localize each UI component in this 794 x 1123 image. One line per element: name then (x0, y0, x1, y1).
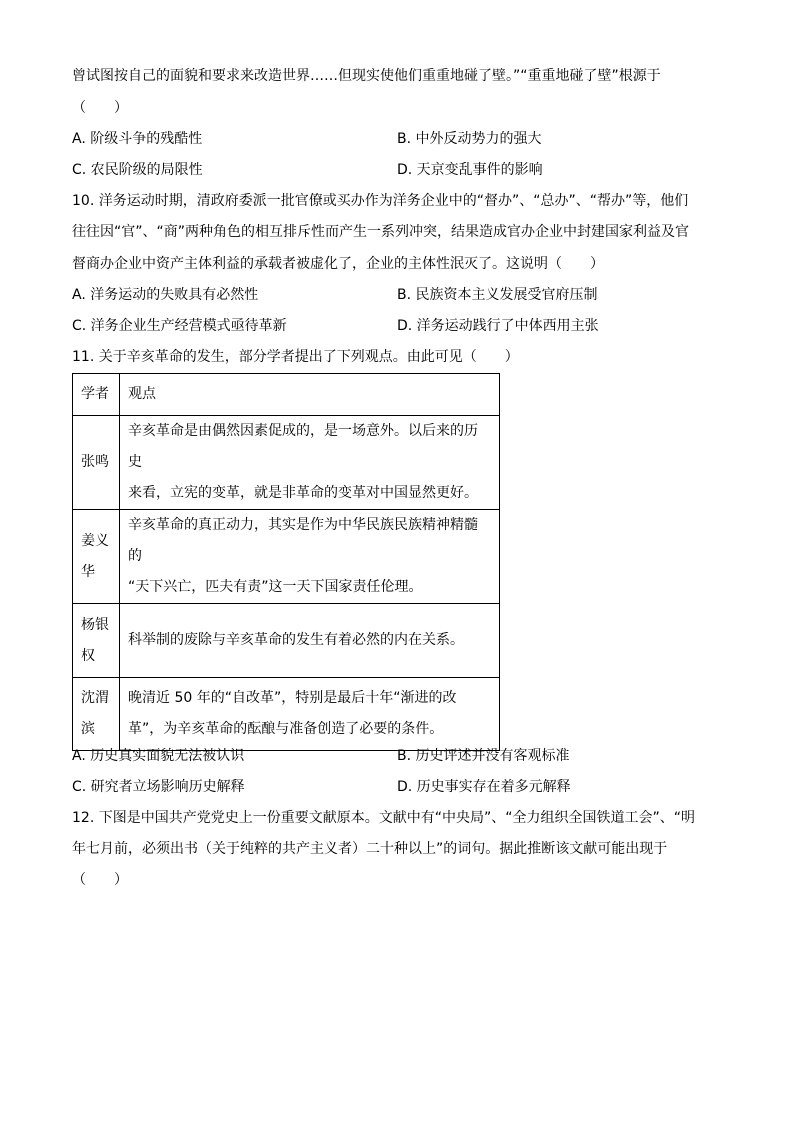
q9-option-b: B. 中外反动势力的强大 (397, 131, 542, 147)
scholar-view (120, 604, 500, 678)
q10-stem-line2: 往往因“官”、“商”两种角色的相互排斥性而产生一系列冲突，结果造成官办企业中封建国家利益及官 (72, 224, 690, 240)
q11-option-c: C. 研究者立场影响历史解释 (72, 779, 245, 795)
q10-option-c: C. 洋务企业生产经营模式亟待革新 (72, 318, 287, 334)
table-header-row (73, 374, 500, 416)
view-line: 科举制的废除与辛亥革命的发生有着必然的内在关系。 (128, 632, 464, 648)
q12-stem-line1: 12. 下图是中国共产党党史上一份重要文献原本。文献中有“中央局”、“全力组织全国铁道工会”、“明 (72, 810, 695, 826)
scholar-name-line: 姜义 (81, 532, 109, 549)
q9-option-d: D. 天京变乱事件的影响 (397, 162, 543, 178)
q11-stem: 11. 关于辛亥革命的发生，部分学者提出了下列观点。由此可见（ ） (72, 349, 519, 365)
scholar-view (120, 678, 500, 751)
table-row (73, 510, 500, 604)
table-row (73, 678, 500, 751)
scholar-name (73, 416, 120, 510)
q9-option-a: A. 阶级斗争的残酷性 (72, 131, 203, 147)
q10-option-a: A. 洋务运动的失败具有必然性 (72, 287, 259, 303)
header-view: 观点 (120, 374, 500, 416)
scholar-name (73, 678, 120, 751)
q10-option-b: B. 民族资本主义发展受官府压制 (397, 287, 598, 303)
scholar-name (73, 604, 120, 678)
view-line: 来看，立宪的变革，就是非革命的变革对中国显然更好。 (128, 485, 478, 501)
q9-answer-blank: （ ） (72, 100, 128, 116)
view-line: “天下兴亡，匹夫有责”这一天下国家责任伦理。 (128, 579, 423, 595)
scholar-name-line: 沈渭 (81, 690, 109, 706)
table-row (73, 416, 500, 510)
scholar-name (73, 510, 120, 604)
scholar-name-line: 华 (81, 563, 95, 580)
scholar-name-line: 杨银 (81, 616, 109, 633)
scholar-view (120, 510, 500, 604)
q11-option-a: A. 历史真实面貌无法被认识 (72, 748, 245, 764)
q9-option-c: C. 农民阶级的局限性 (72, 162, 203, 178)
q12-answer-blank: （ ） (72, 872, 128, 888)
q10-stem-line1: 10. 洋务运动时期，清政府委派一批官僚或买办作为洋务企业中的“督办”、“总办”、“帮办”等，他们 (72, 193, 689, 209)
scholar-view (120, 416, 500, 510)
scholar-name-line: 滨 (81, 721, 95, 737)
scholar-name-line: 张鸣 (81, 454, 109, 470)
q10-stem-line3: 督商办企业中资产主体利益的承载者被虚化了，企业的主体性泯灭了。这说明（ ） (72, 256, 604, 272)
q9-stem: 曾试图按自己的面貌和要求来改造世界……但现实使他们重重地碰了壁。”“重重地碰了壁”根源于 (72, 68, 661, 84)
scholar-views-table (72, 373, 500, 751)
q11-option-d: D. 历史事实存在着多元解释 (397, 779, 571, 795)
view-line: 晚清近 50 年的“自改革”，特别是最后十年“渐进的改 (128, 690, 457, 706)
q10-option-d: D. 洋务运动践行了中体西用主张 (397, 318, 599, 334)
header-scholar: 学者 (73, 374, 120, 416)
view-line: 辛亥革命的真正动力，其实是作为中华民族民族精神精髓的 (128, 517, 478, 564)
q11-option-b: B. 历史评述并没有客观标准 (397, 748, 570, 764)
view-line: 革”，为辛亥革命的酝酿与准备创造了必要的条件。 (128, 721, 444, 737)
scholar-name-line: 权 (81, 647, 95, 664)
view-line: 辛亥革命是由偶然因素促成的，是一场意外。以后来的历史 (128, 423, 478, 470)
table-row (73, 604, 500, 678)
q12-stem-line2: 年七月前，必须出书（关于纯粹的共产主义者）二十种以上”的词句。据此推断该文献可能出现于 (72, 841, 668, 857)
